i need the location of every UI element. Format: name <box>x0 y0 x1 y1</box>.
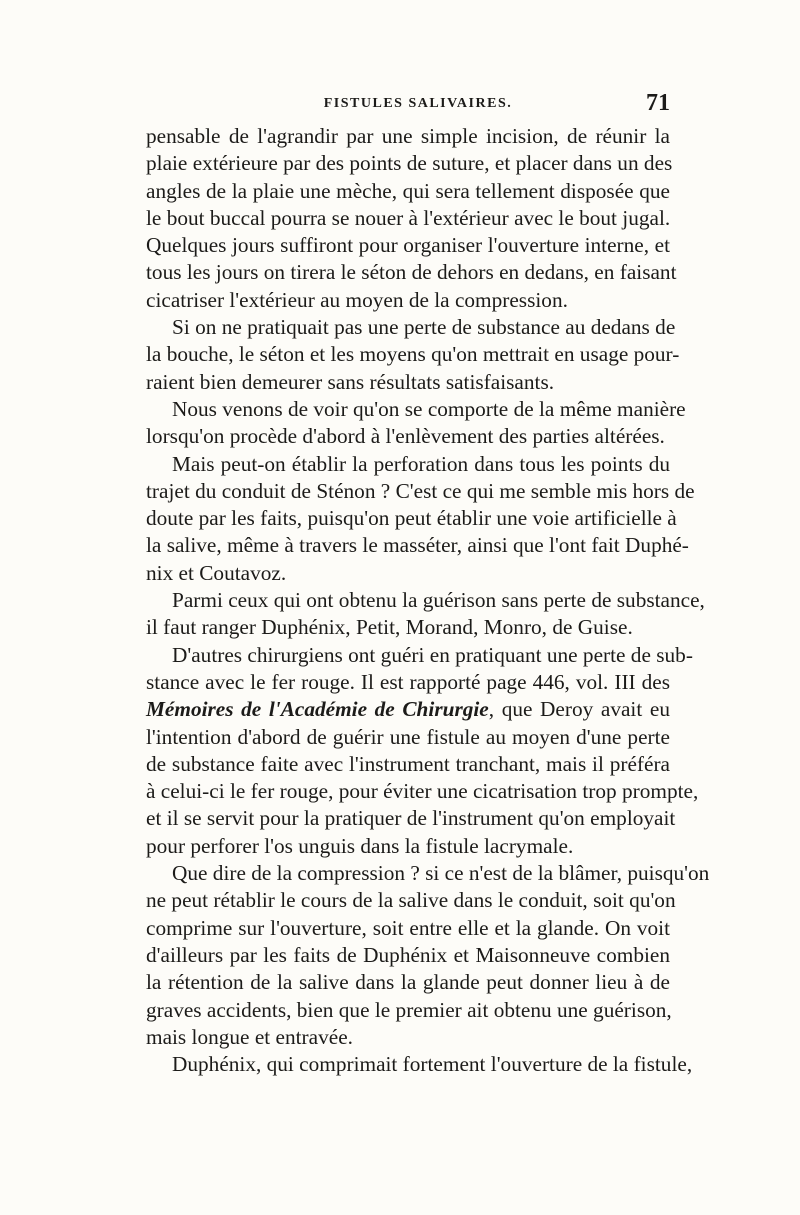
text-line: Duphénix, qui comprimait fortement l'ouverture de la fistule, <box>172 1052 693 1077</box>
text-line: de substance faite avec l'instrument tranchant, mais il préféra <box>146 751 670 776</box>
body-text <box>146 123 710 1078</box>
text-line: l'intention d'abord de guérir une fistule au moyen d'une perte <box>146 724 670 749</box>
text-line: Nous venons de voir qu'on se comporte de la même manière <box>172 396 686 421</box>
text-line: pour perforer l'os unguis dans la fistule lacrymale. <box>146 833 574 858</box>
text-line: raient bien demeurer sans résultats satisfaisants. <box>146 369 555 394</box>
text-line: pensable de l'agrandir par une simple incision, de réunir la <box>146 124 670 148</box>
text-line: mais longue et entravée. <box>146 1024 353 1049</box>
text-line: la rétention de la salive dans la glande peut donner lieu à de <box>146 970 670 995</box>
text-line: ne peut rétablir le cours de la salive dans le conduit, soit qu'on <box>146 888 676 913</box>
text-line: cicatriser l'extérieur au moyen de la compression. <box>146 287 568 312</box>
text-line: D'autres chirurgiens ont guéri en pratiquant une perte de sub- <box>172 642 693 667</box>
text-line: Que dire de la compression ? si ce n'est de la blâmer, puisqu'on <box>172 861 710 886</box>
text-line: comprime sur l'ouverture, soit entre elle et la glande. On voit <box>146 915 670 940</box>
book-title: Mémoires de l'Académie de Chirurgie <box>146 697 489 722</box>
text-line: à celui-ci le fer rouge, pour éviter une cicatrisation trop prompte, <box>146 779 699 804</box>
text-line: la salive, même à travers le masséter, ainsi que l'ont fait Duphé- <box>146 533 689 558</box>
text-line: plaie extérieure par des points de suture, et placer dans un des <box>146 151 673 176</box>
text-line <box>146 696 670 723</box>
text-line: Mais peut-on établir la perforation dans tous les points du <box>172 451 670 476</box>
page-number: 71 <box>646 90 670 116</box>
text-line: trajet du conduit de Sténon ? C'est ce qui me semble mis hors de <box>146 478 695 503</box>
text-line: lorsqu'on procède d'abord à l'enlèvement des parties altérées. <box>146 424 665 449</box>
text-line: graves accidents, bien que le premier ait obtenu une guérison, <box>146 997 672 1022</box>
text-line: Si on ne pratiquait pas une perte de substance au dedans de <box>172 315 676 340</box>
text-line: le bout buccal pourra se nouer à l'extérieur avec le bout jugal. <box>146 205 671 230</box>
text-line: Parmi ceux qui ont obtenu la guérison sans perte de substance, <box>172 588 705 613</box>
text-line: angles de la plaie une mèche, qui sera tellement disposée que <box>146 178 670 203</box>
text-line: d'ailleurs par les faits de Duphénix et Maisonneuve combien <box>146 942 670 967</box>
text-line: doute par les faits, puisqu'on peut établir une voie artificielle à <box>146 506 677 531</box>
text-line: stance avec le fer rouge. Il est rapporté page 446, vol. III des <box>146 669 670 694</box>
text-line: Quelques jours suffiront pour organiser l'ouverture interne, et <box>146 233 670 258</box>
running-title: FISTULES SALIVAIRES. <box>323 96 513 111</box>
text-line: il faut ranger Duphénix, Petit, Morand, Monro, de Guise. <box>146 615 633 640</box>
text-fragment: , que Deroy avait eu <box>488 697 670 722</box>
text-line: tous les jours on tirera le séton de dehors en dedans, en faisant <box>146 260 677 285</box>
text-line: et il se servit pour la pratiquer de l'instrument qu'on employait <box>146 806 676 831</box>
text-line: la bouche, le séton et les moyens qu'on mettrait en usage pour- <box>146 342 680 367</box>
page-header <box>146 90 670 122</box>
text-line: nix et Coutavoz. <box>146 560 287 585</box>
